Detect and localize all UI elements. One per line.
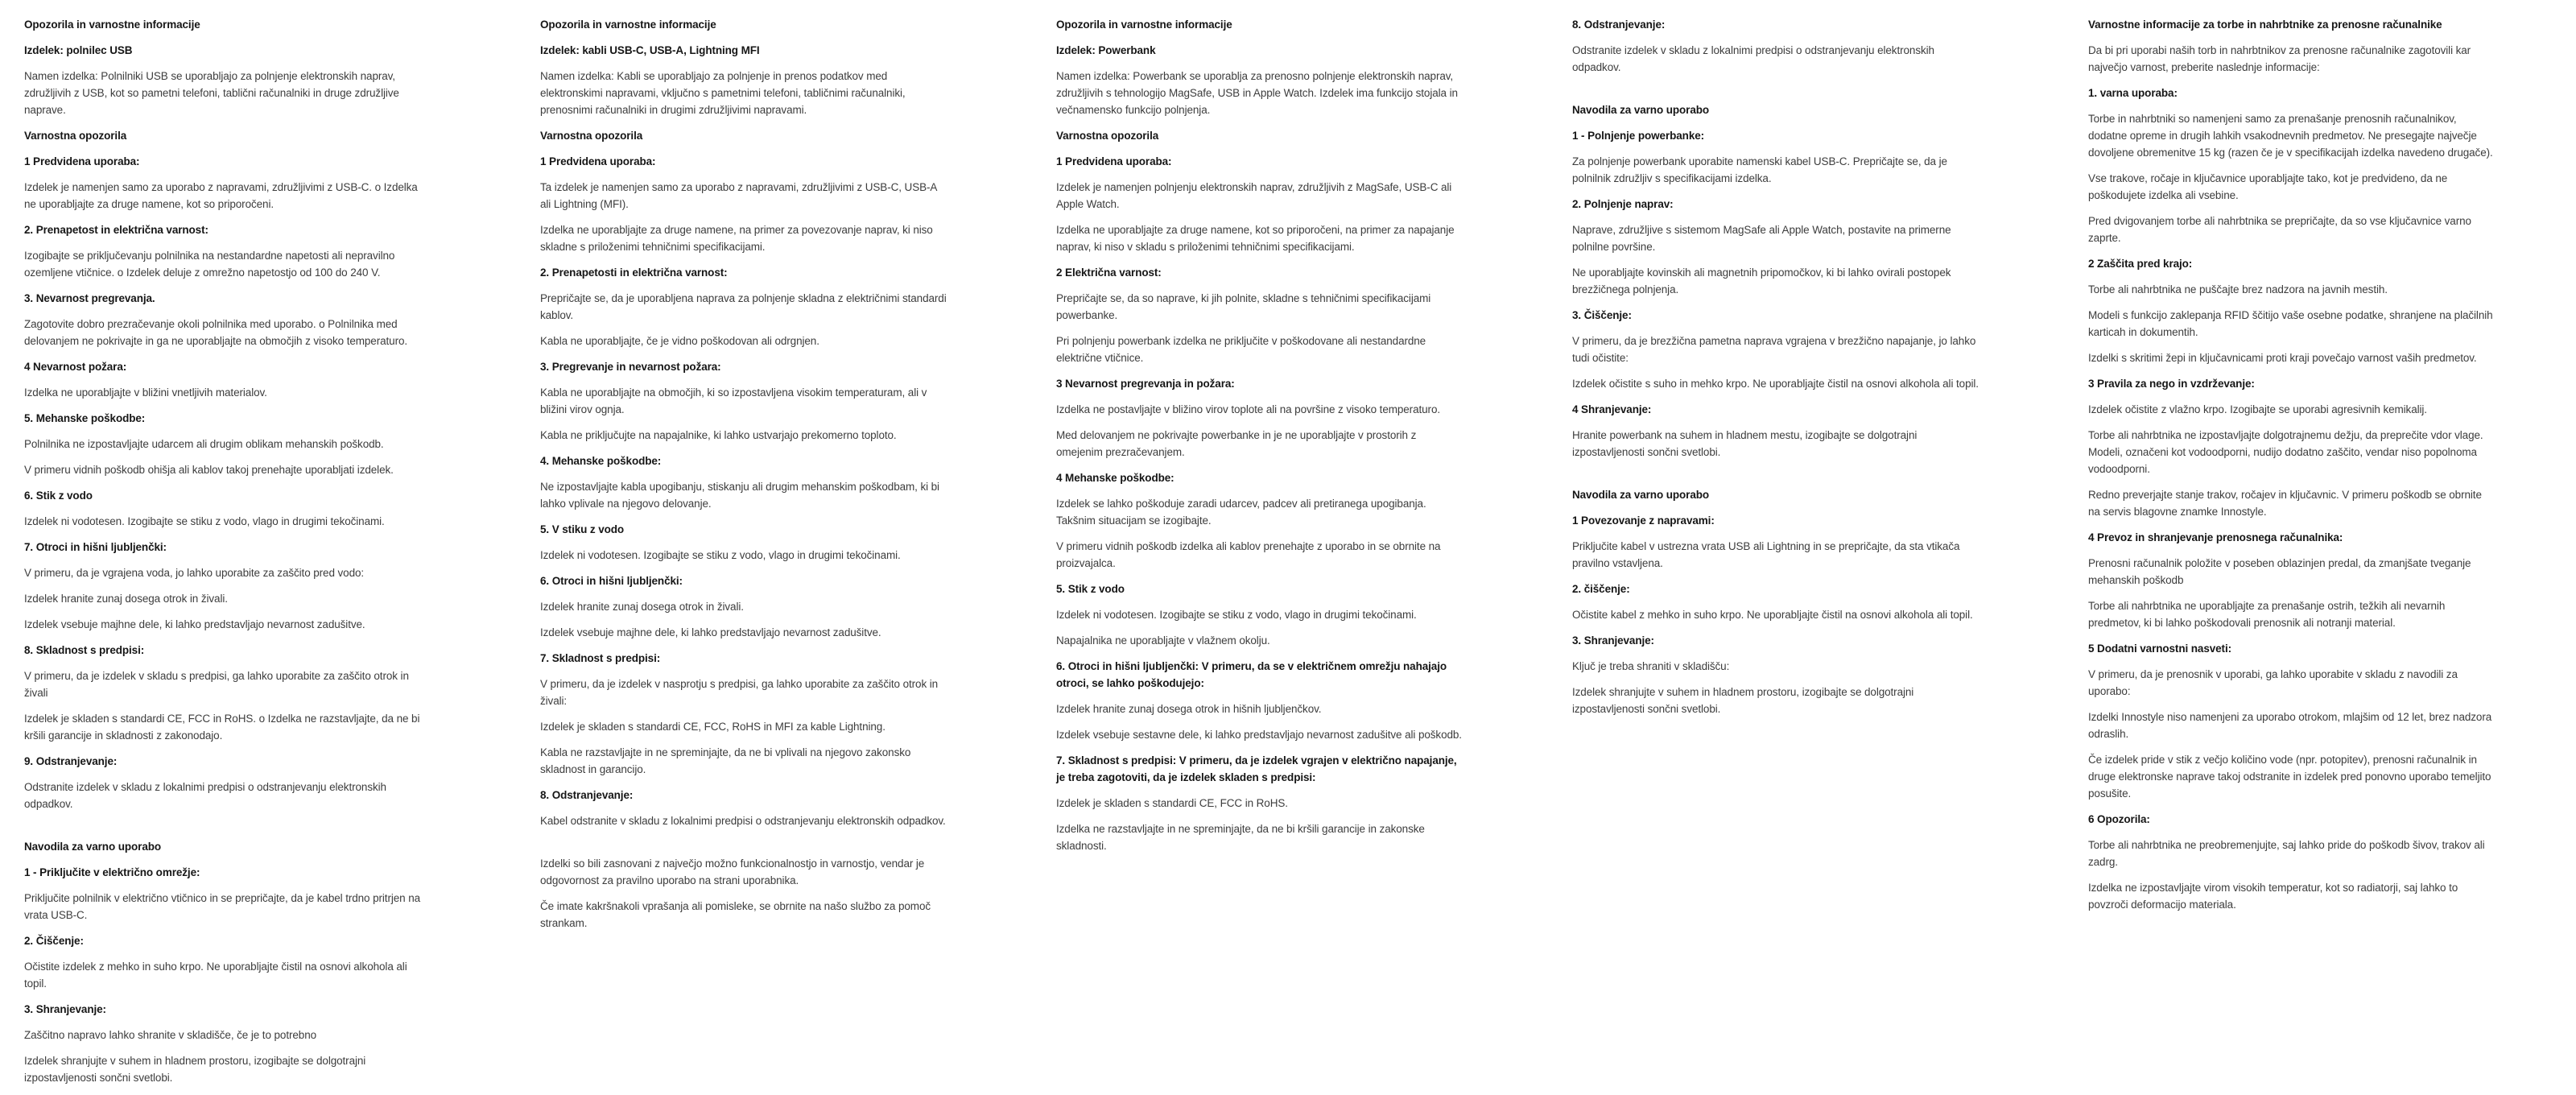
- paragraph: Da bi pri uporabi naših torb in nahrbtnikov za prenosne računalnike zagotovili kar največjo varnost, preberite naslednje informacije:: [2088, 44, 2471, 73]
- paragraph: Torbe ali nahrbtnika ne puščajte brez nadzora na javnih mestih.: [2088, 283, 2388, 295]
- paragraph: Priključite kabel v ustrezna vrata USB ali Lightning in se prepričajte, da sta vtikača pravilno vstavljena.: [1572, 540, 1960, 569]
- paragraph: Izdelka ne izpostavljajte virom visokih temperatur, kot so radiatorji, saj lahko to povzroči deformacijo materiala.: [2088, 882, 2458, 911]
- section-heading: 8. Odstranjevanje:: [540, 789, 634, 801]
- paragraph: Zagotovite dobro prezračevanje okoli polnilnika med uporabo. o Polnilnika med delovanjem ne pokrivajte in ga ne uporabljajte na območjih z visoko temperaturo.: [24, 318, 408, 347]
- paragraph: Prepričajte se, da so naprave, ki jih polnite, skladne s tehničnimi specifikacijami powerbanke.: [1056, 292, 1431, 321]
- paragraph: Izdelek ni vodotesen. Izogibajte se stiku z vodo, vlago in drugimi tekočinami.: [24, 515, 385, 527]
- paragraph: Odstranite izdelek v skladu z lokalnimi predpisi o odstranjevanju elektronskih odpadkov.: [1572, 44, 1934, 73]
- section-heading: 5 Dodatni varnostni nasveti:: [2088, 643, 2231, 655]
- section-heading: 4 Shranjevanje:: [1572, 403, 1652, 415]
- section-heading: 6. Otroci in hišni ljubljenčki: V primeru, da se v električnem omrežju nahajajo otroci, se lahko poškodujejo:: [1056, 660, 1447, 689]
- section-heading: 3. Nevarnost pregrevanja.: [24, 292, 155, 304]
- paragraph: Naprave, združljive s sistemom MagSafe ali Apple Watch, postavite na primerne polnilne površine.: [1572, 224, 1951, 253]
- section-heading: Navodila za varno uporabo: [1572, 489, 1710, 501]
- paragraph: Kabla ne razstavljajte in ne spreminjajte, da ne bi vplivali na njegovo zakonsko skladnost in garancijo.: [540, 746, 911, 775]
- section-heading: 2. čiščenje:: [1572, 583, 1630, 595]
- paragraph: Namen izdelka: Polnilniki USB se uporabljajo za polnjenje elektronskih naprav, združljivih z USB, kot so pametni telefoni, tablični računalniki in druge združljive naprave.: [24, 70, 399, 116]
- section-heading: Opozorila in varnostne informacije: [24, 19, 200, 31]
- paragraph: Prepričajte se, da je uporabljena naprava za polnjenje skladna z električnimi standardi kablov.: [540, 292, 947, 321]
- paragraph: Izdelek ni vodotesen. Izogibajte se stiku z vodo, vlago in drugimi tekočinami.: [1056, 609, 1417, 621]
- paragraph: Torbe ali nahrbtnika ne preobremenjujte, saj lahko pride do poškodb šivov, trakov ali zadrg.: [2088, 839, 2485, 868]
- section-heading: 1 Predvidena uporaba:: [1056, 155, 1172, 167]
- paragraph: Izdelek shranjujte v suhem in hladnem prostoru, izogibajte se dolgotrajni izpostavljenosti sončni svetlobi.: [24, 1055, 366, 1084]
- paragraph: Izdelki s skritimi žepi in ključavnicami proti kraji povečajo varnost vaših predmetov.: [2088, 352, 2477, 364]
- paragraph: Namen izdelka: Kabli se uporabljajo za polnjenje in prenos podatkov med elektronskimi napravami, vključno s pametnimi telefoni, tabličnimi računalniki, prenosnimi računalniki in drugimi združljivimi napravami.: [540, 70, 906, 116]
- paragraph: Prenosni računalnik položite v poseben oblazinjen predal, da zmanjšate tveganje mehanskih poškodb: [2088, 557, 2471, 586]
- section-heading: 5. V stiku z vodo: [540, 523, 625, 535]
- paragraph: Očistite kabel z mehko in suho krpo. Ne uporabljajte čistil na osnovi alkohola ali topil.: [1572, 609, 1973, 621]
- paragraph: Ključ je treba shraniti v skladišču:: [1572, 660, 1730, 672]
- paragraph: Izdelki Innostyle niso namenjeni za uporabo otrokom, mlajšim od 12 let, brez nadzora odraslih.: [2088, 711, 2492, 740]
- paragraph: V primeru, da je brezžična pametna naprava vgrajena v brezžično napajanje, jo lahko tudi očistite:: [1572, 335, 1976, 364]
- paragraph: Izdelek je skladen s standardi CE, FCC in RoHS. o Izdelka ne razstavljajte, da ne bi kršili garancije in skladnosti z zakonodajo.: [24, 713, 420, 742]
- paragraph: Polnilnika ne izpostavljajte udarcem ali drugim oblikam mehanskih poškodb.: [24, 438, 384, 450]
- paragraph: Redno preverjajte stanje trakov, ročajev in ključavnic. V primeru poškodb se obrnite na servis blagovne znamke Innostyle.: [2088, 489, 2482, 518]
- section-heading: Varnostna opozorila: [1056, 130, 1159, 142]
- paragraph: Izdelek je skladen s standardi CE, FCC in RoHS.: [1056, 797, 1288, 809]
- section-heading: 1. varna uporaba:: [2088, 87, 2178, 99]
- section-heading: 1 - Priključite v električno omrežje:: [24, 866, 200, 878]
- section-heading: Opozorila in varnostne informacije: [1056, 19, 1232, 31]
- paragraph: Kabla ne uporabljajte, če je vidno poškodovan ali odrgnjen.: [540, 335, 819, 347]
- paragraph: Izdelek vsebuje majhne dele, ki lahko predstavljajo nevarnost zadušitve.: [540, 626, 881, 638]
- paragraph: Ta izdelek je namenjen samo za uporabo z napravami, združljivimi z USB-C, USB-A ali Lightning (MFI).: [540, 181, 937, 210]
- section-heading: 8. Odstranjevanje:: [1572, 19, 1666, 31]
- paragraph: Izdelek se lahko poškoduje zaradi udarcev, padcev ali pretiranega upogibanja. Takšnim situacijam se izogibajte.: [1056, 498, 1426, 527]
- paragraph: Izdelka ne uporabljajte za druge namene, kot so priporočeni, na primer za napajanje naprav, ki niso v skladu s priloženimi tehničnimi specifikacijami.: [1056, 224, 1455, 253]
- paragraph: V primeru vidnih poškodb izdelka ali kablov prenehajte z uporabo in se obrnite na proizvajalca.: [1056, 540, 1441, 569]
- section-heading: Opozorila in varnostne informacije: [540, 19, 716, 31]
- section-heading: 2. Čiščenje:: [24, 935, 84, 947]
- section-heading: 2 Električna varnost:: [1056, 267, 1162, 279]
- paragraph: Izdelek ni vodotesen. Izogibajte se stiku z vodo, vlago in drugimi tekočinami.: [540, 549, 901, 561]
- paragraph: Če imate kakršnakoli vprašanja ali pomisleke, se obrnite na našo službo za pomoč strankam.: [540, 900, 931, 929]
- paragraph: Izdelek vsebuje sestavne dele, ki lahko predstavljajo nevarnost zadušitve ali poškodb.: [1056, 729, 1462, 741]
- paragraph: V primeru, da je izdelek v nasprotju s predpisi, ga lahko uporabite za zaščito otrok in živali:: [540, 678, 939, 707]
- section-heading: 1 - Polnjenje powerbanke:: [1572, 130, 1705, 142]
- paragraph: V primeru, da je izdelek v skladu s predpisi, ga lahko uporabite za zaščito otrok in živali: [24, 670, 409, 699]
- paragraph: Hranite powerbank na suhem in hladnem mestu, izogibajte se dolgotrajni izpostavljenosti sončni svetlobi.: [1572, 429, 1918, 458]
- paragraph: Pri polnjenju powerbank izdelka ne priključite v poškodovane ali nestandardne električne vtičnice.: [1056, 335, 1426, 364]
- section-heading: 2. Prenapetost in električna varnost:: [24, 224, 208, 236]
- paragraph: Izdelka ne uporabljajte v bližini vnetljivih materialov.: [24, 386, 267, 399]
- section-heading: 3. Čiščenje:: [1572, 309, 1632, 321]
- section-heading: 2 Zaščita pred krajo:: [2088, 258, 2193, 270]
- section-heading: 7. Otroci in hišni ljubljenčki:: [24, 541, 167, 553]
- section-heading: 3. Pregrevanje in nevarnost požara:: [540, 361, 721, 373]
- section-heading: 4 Mehanske poškodbe:: [1056, 472, 1174, 484]
- paragraph: Izogibajte se priključevanju polnilnika na nestandardne napetosti ali nepravilno ozemljene vtičnice. o Izdelek deluje z omrežno napetostjo od 100 do 240 V.: [24, 250, 395, 279]
- section-heading: 1 Povezovanje z napravami:: [1572, 514, 1715, 527]
- section-heading: 2. Prenapetosti in električna varnost:: [540, 267, 728, 279]
- section-heading: 4 Nevarnost požara:: [24, 361, 127, 373]
- paragraph: Pred dvigovanjem torbe ali nahrbtnika se prepričajte, da so vse ključavnice varno zaprte.: [2088, 215, 2471, 244]
- section-heading: 2. Polnjenje naprav:: [1572, 198, 1674, 210]
- paragraph: Izdelek je skladen s standardi CE, FCC, RoHS in MFI za kable Lightning.: [540, 721, 886, 733]
- paragraph: Izdelek hranite zunaj dosega otrok in živali.: [24, 593, 228, 605]
- section-heading: 1 Predvidena uporaba:: [540, 155, 656, 167]
- paragraph: Izdelka ne razstavljajte in ne spreminjajte, da ne bi kršili garancije in zakonske skladnosti.: [1056, 823, 1425, 852]
- section-heading: Varnostna opozorila: [540, 130, 643, 142]
- section-heading: Varnostna opozorila: [24, 130, 127, 142]
- section-heading: 7. Skladnost s predpisi: V primeru, da je izdelek vgrajen v električno napajanje, je treba zagotoviti, da je izdelek skladen s predpisi:: [1056, 754, 1457, 783]
- paragraph: Izdelki so bili zasnovani z največjo možno funkcionalnostjo in varnostjo, vendar je odgovornost za pravilno uporabo na strani uporabnika.: [540, 857, 925, 886]
- paragraph: Kabla ne uporabljajte na območjih, ki so izpostavljena visokim temperaturam, ali v bližini virov ognja.: [540, 386, 927, 415]
- section-heading: 4. Mehanske poškodbe:: [540, 455, 662, 467]
- section-heading: Izdelek: kabli USB-C, USB-A, Lightning MFI: [540, 44, 760, 56]
- text-column-laptop-bags-safety: [2088, 16, 2495, 922]
- paragraph: Ne uporabljajte kovinskih ali magnetnih pripomočkov, ki bi lahko ovirali postopek brezžičnega polnjenja.: [1572, 267, 1951, 295]
- paragraph: Izdelek očistite z vlažno krpo. Izogibajte se uporabi agresivnih kemikalij.: [2088, 403, 2427, 415]
- paragraph: Napajalnika ne uporabljajte v vlažnem okolju.: [1056, 634, 1270, 647]
- section-heading: 6. Otroci in hišni ljubljenčki:: [540, 575, 683, 587]
- paragraph: Modeli s funkcijo zaklepanja RFID ščitijo vaše osebne podatke, shranjene na plačilnih karticah in dokumentih.: [2088, 309, 2493, 338]
- section-heading: 1 Predvidena uporaba:: [24, 155, 140, 167]
- paragraph: Vse trakove, ročaje in ključavnice uporabljajte tako, kot je predvideno, da ne poškodujete izdelka ali vsebine.: [2088, 172, 2448, 201]
- section-heading: Navodila za varno uporabo: [1572, 104, 1710, 116]
- paragraph: Izdelek je namenjen polnjenju elektronskih naprav, združljivih z MagSafe, USB-C ali Apple Watch.: [1056, 181, 1452, 210]
- paragraph: Kabla ne priključujte na napajalnike, ki lahko ustvarjajo prekomerno toploto.: [540, 429, 897, 441]
- text-column-cables-safety: [540, 16, 947, 940]
- paragraph: Za polnjenje powerbank uporabite namenski kabel USB-C. Prepričajte se, da je polnilnik združljiv s specifikacijami izdelka.: [1572, 155, 1947, 184]
- paragraph: Izdelka ne postavljajte v bližino virov toplote ali na površine z visoko temperaturo.: [1056, 403, 1440, 415]
- paragraph: Izdelek očistite s suho in mehko krpo. Ne uporabljajte čistil na osnovi alkohola ali topil.: [1572, 378, 1979, 390]
- section-heading: 3 Nevarnost pregrevanja in požara:: [1056, 378, 1235, 390]
- section-heading: 3 Pravila za nego in vzdrževanje:: [2088, 378, 2255, 390]
- section-heading: 9. Odstranjevanje:: [24, 755, 118, 767]
- paragraph: Namen izdelka: Powerbank se uporablja za prenosno polnjenje elektronskih naprav, združljivih s tehnologijo MagSafe, USB in Apple Watch. Izdelek ima funkcijo stojala in večnamensko funkcijo polnjenja.: [1056, 70, 1458, 116]
- paragraph: Izdelka ne uporabljajte za druge namene, na primer za povezovanje naprav, ki niso skladne s priloženimi tehničnimi specifikacijami.: [540, 224, 933, 253]
- section-heading: Izdelek: Powerbank: [1056, 44, 1156, 56]
- paragraph: Očistite izdelek z mehko in suho krpo. Ne uporabljajte čistil na osnovi alkohola ali topil.: [24, 961, 407, 990]
- section-heading: 5. Mehanske poškodbe:: [24, 412, 146, 424]
- section-heading: 4 Prevoz in shranjevanje prenosnega računalnika:: [2088, 531, 2343, 543]
- section-heading: 3. Shranjevanje:: [1572, 634, 1654, 647]
- section-heading: 5. Stik z vodo: [1056, 583, 1125, 595]
- text-column-powerbank-safety: [1056, 16, 1463, 863]
- section-heading: 7. Skladnost s predpisi:: [540, 652, 661, 664]
- paragraph: Izdelek hranite zunaj dosega otrok in hišnih ljubljenčkov.: [1056, 703, 1322, 715]
- section-heading: Varnostne informacije za torbe in nahrbtnike za prenosne računalnike: [2088, 19, 2442, 31]
- paragraph: V primeru, da je vgrajena voda, jo lahko uporabite za zaščito pred vodo:: [24, 567, 365, 579]
- paragraph: Izdelek hranite zunaj dosega otrok in živali.: [540, 601, 744, 613]
- paragraph: Izdelek shranjujte v suhem in hladnem prostoru, izogibajte se dolgotrajni izpostavljenosti sončni svetlobi.: [1572, 686, 1914, 715]
- paragraph: Ne izpostavljajte kabla upogibanju, stiskanju ali drugim mehanskim poškodbam, ki bi lahko vplivale na njegovo delovanje.: [540, 481, 939, 510]
- section-heading: Navodila za varno uporabo: [24, 841, 162, 853]
- paragraph: Torbe ali nahrbtnika ne uporabljajte za prenašanje ostrih, težkih ali nevarnih predmetov, ki bi lahko poškodovali prenosnik ali notranji material.: [2088, 600, 2446, 629]
- text-column-usb-charger-safety: [24, 16, 431, 1095]
- paragraph: V primeru, da je prenosnik v uporabi, ga lahko uporabite v skladu z navodili za uporabo:: [2088, 668, 2458, 697]
- paragraph: Če izdelek pride v stik z večjo količino vode (npr. potopitev), prenosni računalnik in druge elektronske naprave takoj odstranite in izdelek pred ponovno uporabo temeljito posušite.: [2088, 754, 2491, 800]
- text-column-powerbank-usage-and-cable-usage: [1572, 16, 1979, 726]
- section-heading: 8. Skladnost s predpisi:: [24, 644, 145, 656]
- paragraph: Priključite polnilnik v električno vtičnico in se prepričajte, da je kabel trdno pritrjen na vrata USB-C.: [24, 892, 421, 921]
- section-heading: 3. Shranjevanje:: [24, 1003, 106, 1015]
- paragraph: Odstranite izdelek v skladu z lokalnimi predpisi o odstranjevanju elektronskih odpadkov.: [24, 781, 386, 810]
- paragraph: Izdelek je namenjen samo za uporabo z napravami, združljivimi z USB-C. o Izdelka ne uporabljajte za druge namene, kot so priporočeni.: [24, 181, 418, 210]
- section-heading: Izdelek: polnilec USB: [24, 44, 133, 56]
- paragraph: Med delovanjem ne pokrivajte powerbanke in je ne uporabljajte v prostorih z omejenim prezračevanjem.: [1056, 429, 1417, 458]
- paragraph: Zaščitno napravo lahko shranite v skladišče, če je to potrebno: [24, 1029, 317, 1041]
- paragraph: Izdelek vsebuje majhne dele, ki lahko predstavljajo nevarnost zadušitve.: [24, 618, 365, 630]
- paragraph: V primeru vidnih poškodb ohišja ali kablov takoj prenehajte uporabljati izdelek.: [24, 464, 394, 476]
- paragraph: Kabel odstranite v skladu z lokalnimi predpisi o odstranjevanju elektronskih odpadkov.: [540, 815, 946, 827]
- paragraph: Torbe in nahrbtniki so namenjeni samo za prenašanje prenosnih računalnikov, dodatne opreme in drugih lahkih vsakodnevnih predmetov. Ne presegajte največje dovoljene obremenitve 15 kg (razen če je v specifikacijah izdelka navedeno drugače).: [2088, 113, 2493, 159]
- section-heading: 6. Stik z vodo: [24, 490, 93, 502]
- paragraph: Torbe ali nahrbtnika ne izpostavljajte dolgotrajnemu dežju, da preprečite vdor vlage. Modeli, označeni kot vodoodporni, nudijo dodatno zaščito, vendar niso popolnoma vodoodporni.: [2088, 429, 2483, 475]
- section-heading: 6 Opozorila:: [2088, 813, 2150, 825]
